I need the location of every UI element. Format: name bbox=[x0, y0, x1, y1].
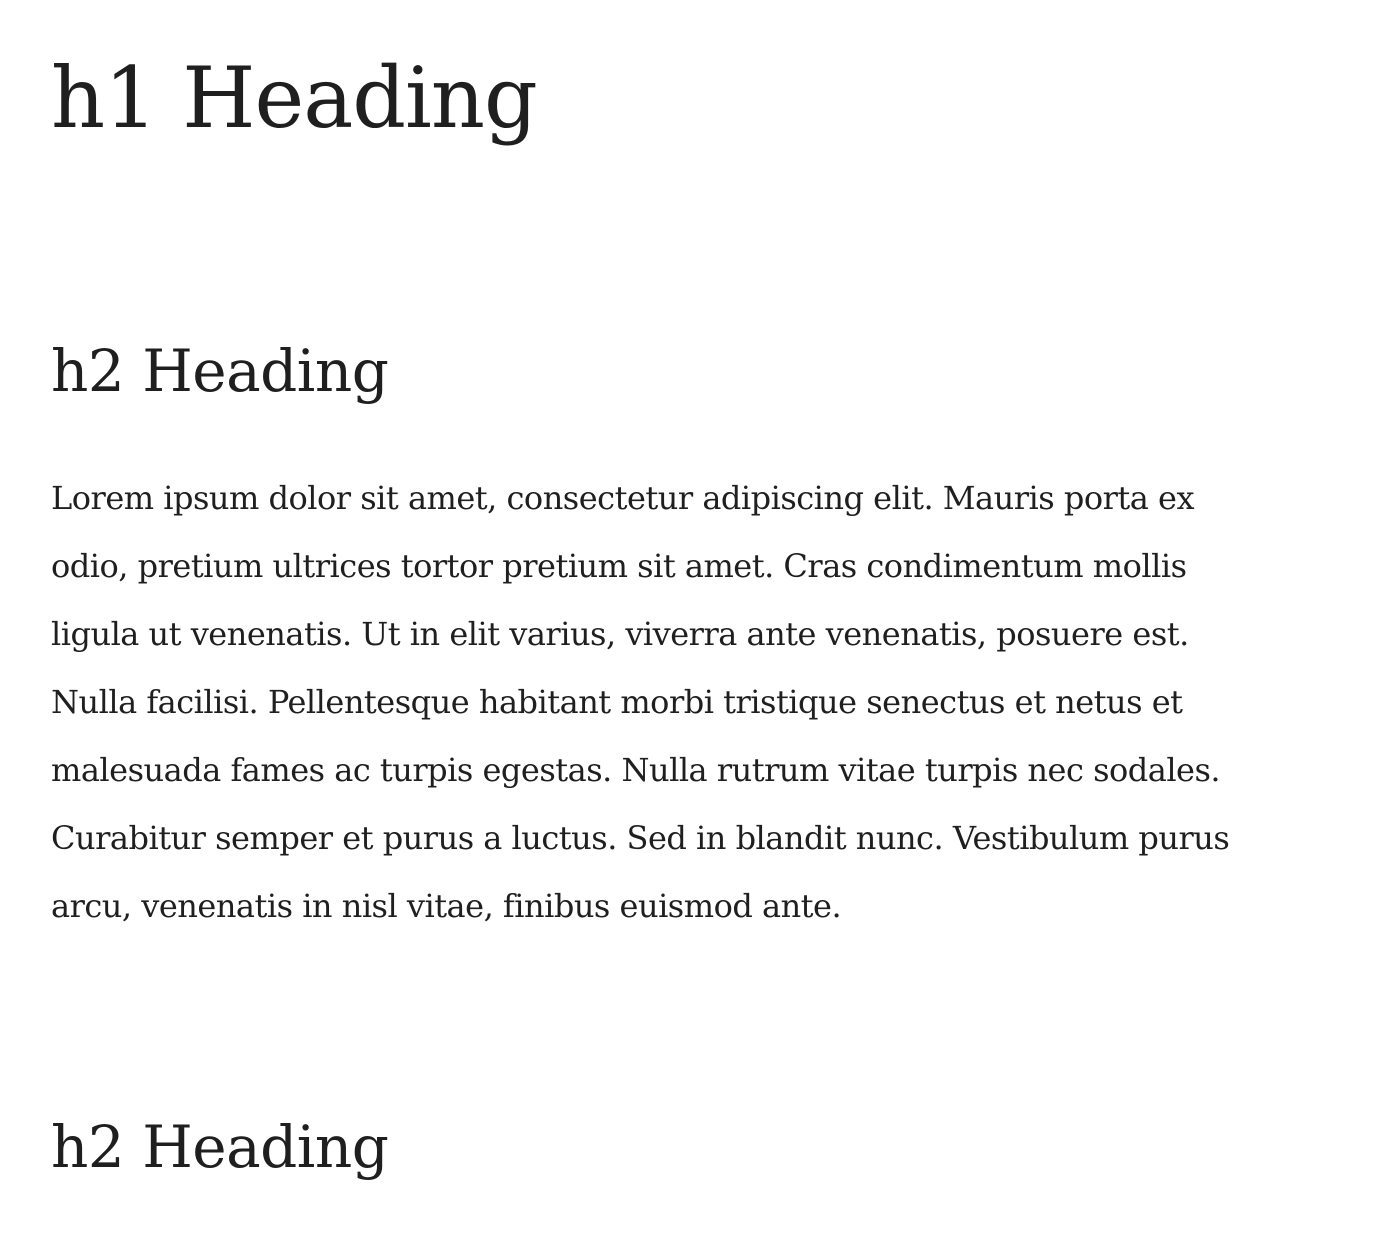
paragraph-line: malesuada fames ac turpis egestas. Nulla rutrum vitae turpis nec sodales. bbox=[51, 751, 1221, 789]
paragraph-line: ligula ut venenatis. Ut in elit varius, viverra ante venenatis, posuere est. bbox=[51, 615, 1189, 653]
page-title: h1 Heading bbox=[51, 49, 537, 147]
paragraph-line: Curabitur semper et purus a luctus. Sed in blandit nunc. Vestibulum purus bbox=[51, 819, 1230, 857]
paragraph-line: Lorem ipsum dolor sit amet, consectetur adipiscing elit. Mauris porta ex bbox=[51, 479, 1194, 517]
paragraph-line: Nulla facilisi. Pellentesque habitant morbi tristique senectus et netus et bbox=[51, 683, 1183, 721]
section-heading: h2 Heading bbox=[51, 1113, 389, 1181]
body-paragraph bbox=[51, 464, 1351, 940]
section-heading: h2 Heading bbox=[51, 337, 389, 405]
paragraph-line: odio, pretium ultrices tortor pretium sit amet. Cras condimentum mollis bbox=[51, 547, 1187, 585]
paragraph-line: arcu, venenatis in nisl vitae, finibus euismod ante. bbox=[51, 887, 842, 925]
